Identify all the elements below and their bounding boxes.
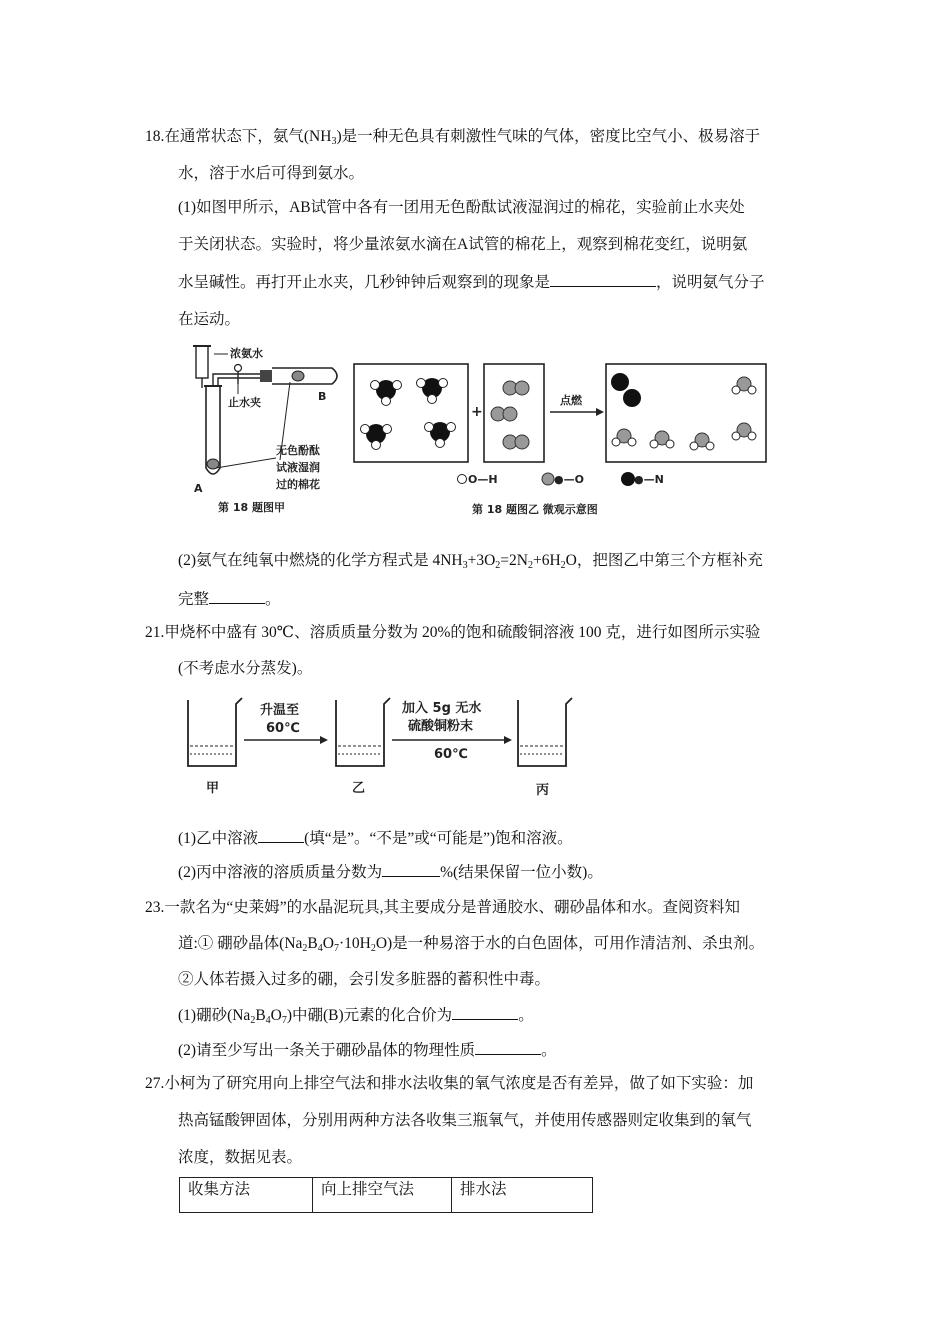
- label-water-clamp: 止水夹: [228, 396, 261, 409]
- step2-label-2: 硫酸铜粉末: [408, 719, 474, 734]
- answer-blank[interactable]: [550, 272, 656, 287]
- q18-part1-line4: 在运动。: [178, 311, 241, 328]
- beaker-bing-label: 丙: [536, 783, 550, 798]
- beaker-yi-label: 乙: [352, 781, 366, 796]
- label-tube-a: A: [194, 482, 203, 495]
- q23-line1: 23.一款名为“史莱姆”的水晶泥玩具,其主要成分是普通胶水、硼砂晶体和水。查阅资料知: [145, 899, 741, 916]
- table-header-upward-air: 向上排空气法: [313, 1178, 452, 1213]
- caption-jia: 第 18 题图甲: [218, 501, 285, 514]
- q18-part1-line3: 水呈碱性。再打开止水夹，几秒钟钟后观察到的现象是 ，说明氨气分子: [178, 274, 765, 291]
- q18-part1-line2: 于关闭状态。实验时，将少量浓氨水滴在A试管的棉花上，观察到棉花变红，说明氨: [178, 236, 748, 253]
- label-ammonia-water: 浓氨水: [230, 347, 263, 360]
- answer-blank[interactable]: [475, 1040, 541, 1055]
- q18-part1-line1: (1)如图甲所示，AB试管中各有一团用无色酚酞试液湿润过的棉花，实验前止水夹处: [178, 199, 745, 216]
- step2-label-3: 60℃: [434, 747, 468, 762]
- step2-label-1: 加入 5g 无水: [402, 701, 482, 716]
- figure-18-jia: [180, 340, 350, 525]
- answer-blank[interactable]: [258, 828, 304, 843]
- step1-label-2: 60℃: [266, 721, 300, 736]
- q23-part1: (1)硼砂$(Na_2B_4O_7)$中硼(B)元素的化合价为 。: [178, 1007, 534, 1026]
- label-cotton-2: 试液湿润: [276, 461, 320, 474]
- q18-intro-line2: 水，溶于水后可得到氨水。: [178, 165, 365, 182]
- label-cotton-1: 无色酚酞: [276, 444, 320, 457]
- q21-line1: 21.甲烧杯中盛有 30℃、溶质质量分数为 20%的饱和硫酸铜溶液 100 克，进行如图所示实验: [145, 624, 761, 641]
- q18-part2-line2: 完整 。: [178, 591, 281, 608]
- answer-blank[interactable]: [452, 1005, 518, 1020]
- table-header-water: 排水法: [452, 1178, 593, 1213]
- legend-hydrogen: O—H: [468, 473, 498, 486]
- plus-sign: +: [471, 404, 483, 420]
- q27-line3: 浓度，数据见表。: [178, 1149, 303, 1166]
- data-table: [179, 1177, 593, 1213]
- table-row: [180, 1178, 593, 1213]
- q21-part1: (1)乙中溶液 (填“是”。“不是”或“可能是”)饱和溶液。: [178, 830, 573, 847]
- q23-line2: 道:① 硼砂晶体$(Na_2B_4O_7\cdot 10H_2O)$是一种易溶于水的白色固体，可用作清洁剂、杀虫剂。: [178, 935, 765, 954]
- answer-blank[interactable]: [209, 589, 265, 604]
- q18-intro-line1: 18.在通常状态下，氨气$(NH_3)$是一种无色具有刺激性气味的气体，密度比空气小、极易溶于: [145, 128, 761, 147]
- answer-blank[interactable]: [382, 862, 440, 877]
- q23-line3: ②人体若摄入过多的硼，会引发多脏器的蓄积性中毒。: [178, 971, 551, 988]
- label-tube-b: B: [318, 390, 327, 403]
- table-header-method: 收集方法: [180, 1178, 313, 1213]
- label-cotton-3: 过的棉花: [276, 478, 320, 491]
- q27-line2: 热高锰酸钾固体，分别用两种方法各收集三瓶氧气，并使用传感器则定收集到的氧气: [178, 1112, 752, 1129]
- caption-yi: 第 18 题图乙 微观示意图: [472, 503, 598, 516]
- legend-oxygen: ●—O: [554, 473, 584, 486]
- q27-line1: 27.小柯为了研究用向上排空气法和排水法收集的氧气浓度是否有差异，做了如下实验：加: [145, 1075, 754, 1092]
- q21-line2: (不考虑水分蒸发)。: [178, 660, 313, 677]
- beaker-jia-label: 甲: [206, 781, 220, 796]
- figure-18-yi: [352, 358, 770, 523]
- step1-label-1: 升温至: [260, 703, 300, 718]
- figure-21-beakers: [178, 690, 580, 802]
- q21-part2: (2)丙中溶液的溶质质量分数为 %(结果保留一位小数)。: [178, 864, 603, 881]
- arrow-label-ignite: 点燃: [560, 394, 582, 407]
- q23-part2: (2)请至少写出一条关于硼砂晶体的物理性质 。: [178, 1042, 557, 1059]
- q18-part2-line1: (2)氨气在纯氧中燃烧的化学方程式是 $4NH_3+3O_2=2N_2+6H_2O$，把图乙中第三个方框补充: [178, 552, 763, 571]
- legend-nitrogen: ●—N: [634, 473, 664, 486]
